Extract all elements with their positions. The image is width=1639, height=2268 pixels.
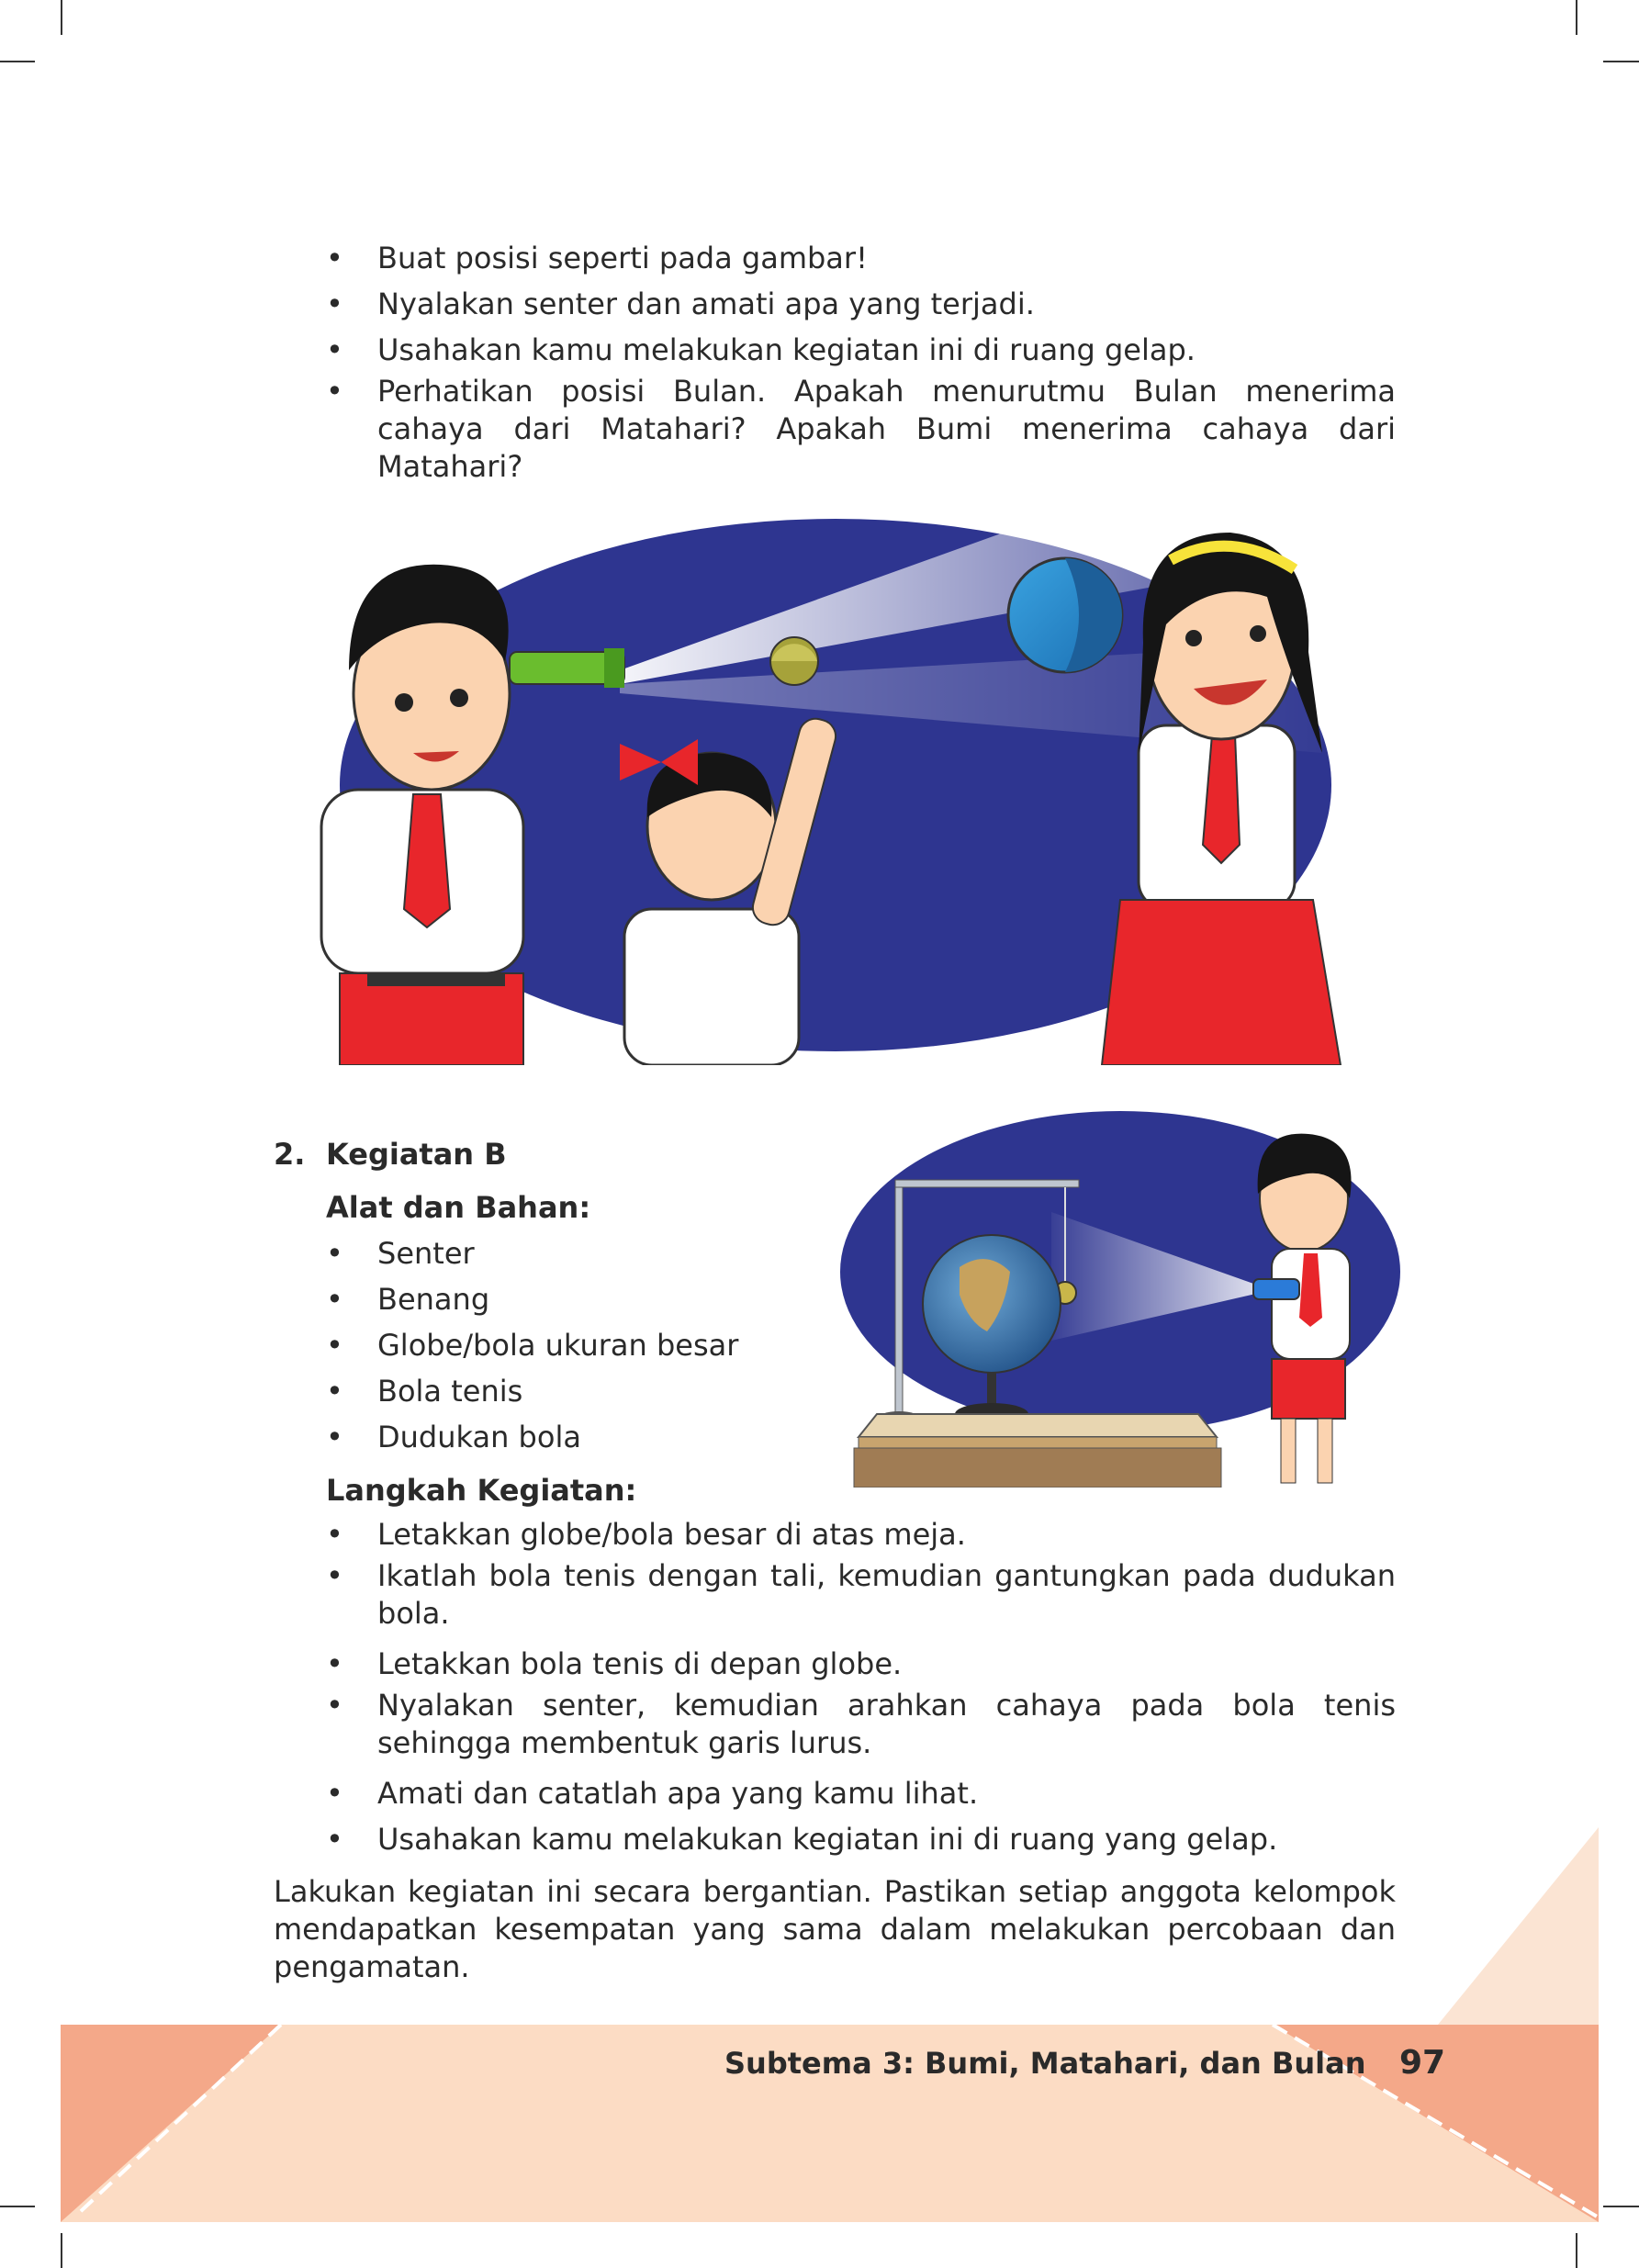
crop-mark [1576, 0, 1577, 35]
crop-mark [0, 2206, 35, 2207]
footer-decoration [61, 1827, 1639, 2222]
crop-mark [1603, 61, 1639, 62]
materials-heading: Alat dan Bahan: [326, 1190, 591, 1225]
crop-mark [0, 61, 35, 62]
activity-b-steps [326, 1511, 1396, 1862]
illustration-sun-earth-moon [312, 477, 1377, 1065]
list-item: • Nyalakan senter, kemudian arahkan cahaya pada bola tenis sehingga membentuk garis lurus. [326, 1687, 1396, 1762]
list-item: • Amati dan catatlah apa yang kamu lihat. [326, 1770, 1396, 1816]
page-number: 97 [1399, 2044, 1446, 2082]
list-item: • Senter [326, 1230, 803, 1276]
list-item: • Letakkan bola tenis di depan globe. [326, 1641, 1396, 1687]
list-item: • Bola tenis [326, 1368, 803, 1414]
activity-b-number: 2. [274, 1137, 306, 1172]
crop-mark [61, 2233, 62, 2268]
list-item: • Nyalakan senter dan amati apa yang terjadi. [326, 281, 1396, 327]
footer-subtitle: Subtema 3: Bumi, Matahari, dan Bulan [724, 2046, 1366, 2081]
crop-mark [1576, 2233, 1577, 2268]
list-item: • Usahakan kamu melakukan kegiatan ini di ruang gelap. [326, 327, 1396, 373]
closing-paragraph: Lakukan kegiatan ini secara bergantian. Pastikan setiap anggota kelompok mendapatkan kesempatan yang sama dalam melakukan percobaan dan pengamatan. [274, 1874, 1396, 1984]
activity-b-title: Kegiatan B [326, 1137, 507, 1172]
list-item: • Buat posisi seperti pada gambar! [326, 235, 1396, 281]
activity-a-steps [326, 235, 1396, 494]
table [859, 1414, 1217, 1437]
list-item: • Dudukan bola [326, 1414, 803, 1460]
list-item: • Letakkan globe/bola besar di atas meja. [326, 1511, 1396, 1557]
crop-mark [61, 0, 62, 35]
list-item: • Benang [326, 1276, 803, 1322]
list-item: • Usahakan kamu melakukan kegiatan ini di ruang yang gelap. [326, 1816, 1396, 1862]
list-item: • Perhatikan posisi Bulan. Apakah menurutmu Bulan menerima cahaya dari Matahari? Apakah Bumi menerima cahaya dari Matahari? [326, 373, 1396, 486]
materials-list [326, 1230, 803, 1460]
steps-heading: Langkah Kegiatan: [326, 1473, 637, 1508]
list-item: • Ikatlah bola tenis dengan tali, kemudian gantungkan pada dudukan bola. [326, 1557, 1396, 1633]
list-item: • Globe/bola ukuran besar [326, 1322, 803, 1368]
illustration-globe-experiment [822, 1111, 1400, 1488]
